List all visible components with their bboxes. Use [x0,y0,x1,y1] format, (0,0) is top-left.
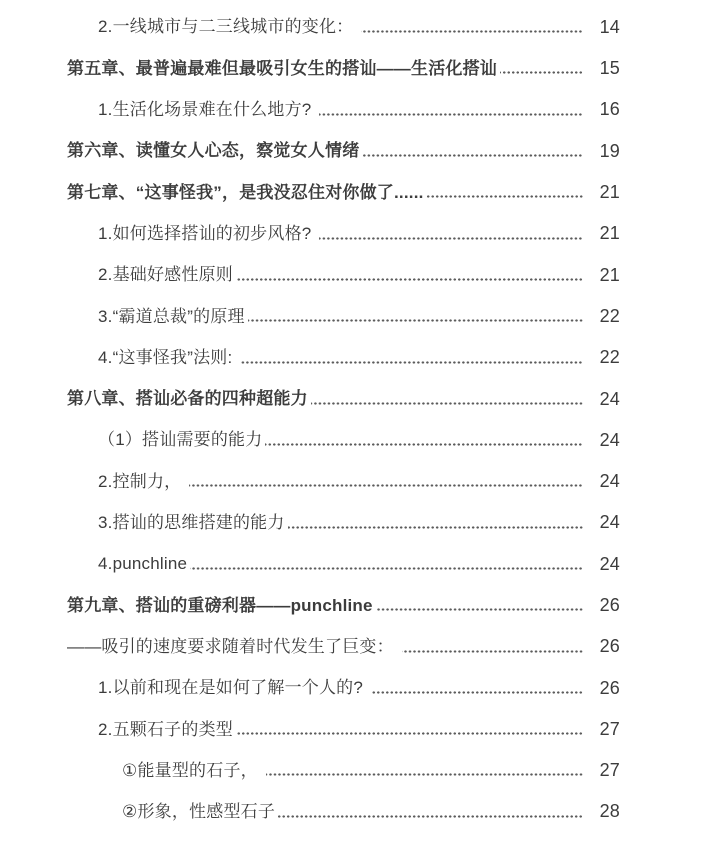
dotted-leader [319,113,583,116]
toc-entry[interactable] [67,750,620,791]
toc-entry-title: 3.搭讪的思维搭建的能力 [98,513,285,533]
toc-entry-page-number: 22 [599,305,620,326]
toc-entry-title: 4.punchline [98,554,188,574]
toc-entry-page-number: 24 [599,553,620,574]
toc-entry-page-number: 24 [599,512,620,533]
dotted-leader [362,154,583,157]
toc-entry[interactable] [67,544,620,585]
toc-entry-title: 第五章、最普遍最难但最吸引女生的搭讪——生活化搭讪 [67,58,497,78]
toc-entry[interactable] [67,503,620,544]
dotted-leader [371,691,583,694]
toc-entry-title: 3.“霸道总裁”的原理 [98,306,245,326]
toc-entry-page-number: 24 [599,388,620,409]
dotted-leader [236,278,583,281]
toc-entry-title: 2.控制力， [98,471,187,491]
toc-entry[interactable] [67,668,620,709]
toc-entry[interactable] [67,379,620,420]
dotted-leader [319,237,583,240]
toc-entry[interactable] [67,585,620,626]
toc-entry-page-number: 21 [599,223,620,244]
toc-entry[interactable] [67,131,620,172]
dotted-leader [427,195,583,198]
toc-entry-title: ①能量型的石子， [122,760,263,780]
toc-entry-title: 1.生活化场景难在什么地方? [98,100,317,120]
toc-entry-page-number: 22 [599,347,620,368]
toc-entry-title: 2.五颗石子的类型 [98,719,233,739]
toc-entry[interactable] [67,172,620,213]
dotted-leader [248,319,583,322]
dotted-leader [278,815,583,818]
toc-entry-title: ——吸引的速度要求随着时代发生了巨变： [67,636,399,656]
dotted-leader [311,402,583,405]
toc-entry-page-number: 24 [599,471,620,492]
dotted-leader [240,361,583,364]
toc-entry[interactable] [67,48,620,89]
toc-entry-page-number: 27 [599,718,620,739]
toc-entry-title: 第六章、读懂女人心态，察觉女人情绪 [67,141,360,161]
dotted-leader [500,71,583,74]
toc-entry[interactable] [67,709,620,750]
dotted-leader [266,773,583,776]
toc-entry-title: 第九章、搭讪的重磅利器——punchline [67,595,373,615]
toc-entry-page-number: 15 [599,58,620,79]
dotted-leader [288,526,583,529]
toc-entry[interactable] [67,792,620,833]
toc-entry[interactable] [67,7,620,48]
dotted-leader [265,443,583,446]
toc-entry-page-number: 16 [599,99,620,120]
toc-entry-title: 2.一线城市与二三线城市的变化： [98,17,359,37]
dotted-leader [402,650,583,653]
toc-entry-page-number: 24 [599,429,620,450]
toc-entry-page-number: 14 [599,16,620,37]
toc-entry-page-number: 27 [599,760,620,781]
toc-entry-title: 第七章、“这事怪我”，是我没忍住对你做了...... [67,182,424,202]
toc-entry-title: 2.基础好感性原则 [98,265,233,285]
dotted-leader [236,732,583,735]
toc-entry[interactable] [67,461,620,502]
toc-entry-page-number: 19 [599,140,620,161]
toc-entry-title: 4.“这事怪我”法则: [98,347,238,367]
toc-entry[interactable] [67,213,620,254]
toc-entry[interactable] [67,420,620,461]
dotted-leader [376,608,583,611]
dotted-leader [190,567,583,570]
toc-entry-page-number: 26 [599,595,620,615]
toc-entry-page-number: 26 [599,636,620,657]
toc-entry-title: （1）搭讪需要的能力 [98,430,263,450]
toc-entry-title: ②形象，性感型石子 [122,802,276,822]
dotted-leader [189,484,583,487]
toc-list [67,7,620,833]
toc-entry-title: 第八章、搭讪必备的四种超能力 [67,389,308,409]
toc-entry-title: 1.以前和现在是如何了解一个人的? [98,678,368,698]
toc-entry[interactable] [67,626,620,667]
toc-entry-page-number: 26 [599,677,620,698]
toc-entry-title: 1.如何选择搭讪的初步风格? [98,223,317,243]
dotted-leader [361,30,583,33]
toc-entry[interactable] [67,255,620,296]
toc-entry-page-number: 21 [599,264,620,285]
toc-entry[interactable] [67,296,620,337]
toc-entry-page-number: 21 [599,182,620,203]
toc-entry[interactable] [67,337,620,378]
toc-entry[interactable] [67,90,620,131]
toc-entry-page-number: 28 [599,801,620,822]
